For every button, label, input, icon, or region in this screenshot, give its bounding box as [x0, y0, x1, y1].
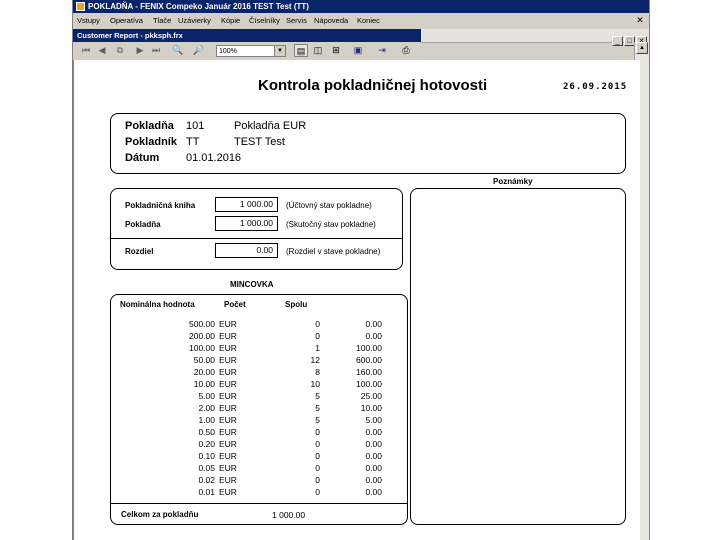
datum-value: 01.01.2016: [186, 152, 242, 164]
menu-ciselniky[interactable]: Číselníky: [249, 16, 280, 25]
rozdiel-value: 0.00: [215, 243, 278, 258]
total-value: 1 000.00: [272, 510, 306, 520]
save-icon[interactable]: ▣: [353, 45, 363, 55]
menu-kopie[interactable]: Kópie: [221, 16, 241, 25]
table-row: 20.00 EUR 8 160.00: [193, 367, 382, 377]
table-row: 10.00 EUR 10 100.00: [193, 379, 382, 389]
pokladnik-label: Pokladník: [125, 136, 177, 148]
multi-pages-icon[interactable]: ⊞: [332, 45, 340, 55]
pokladna-label: Pokladňa: [125, 120, 174, 132]
menu-koniec[interactable]: Koniec: [357, 16, 380, 25]
rozdiel-note: (Rozdiel v stave pokladne): [286, 247, 381, 256]
menu-vstupy[interactable]: Vstupy: [77, 16, 100, 25]
zoom-value: 100%: [219, 48, 237, 55]
app-icon: [76, 2, 85, 11]
menu-napoveda[interactable]: Nápoveda: [314, 16, 349, 25]
scroll-up-icon[interactable]: ▲: [636, 42, 648, 54]
pokladna-balance-value: 1 000.00: [215, 216, 278, 231]
menu-tlace[interactable]: Tlače: [153, 16, 172, 25]
table-row: 0.02 EUR 0 0.00: [198, 475, 382, 485]
app-titlebar: [73, 0, 649, 13]
col-pocet: Počet: [224, 300, 246, 309]
zoom-out-icon[interactable]: 🔎: [193, 45, 205, 55]
poznamky-label: Poznámky: [493, 177, 533, 186]
pokladnik-code: TT: [186, 136, 200, 148]
mincovka-rows: [110, 318, 408, 504]
mincovka-title: MINCOVKA: [230, 280, 274, 289]
minimize-icon[interactable]: _: [612, 36, 623, 46]
report-title: Kontrola pokladničnej hotovosti: [258, 77, 488, 94]
pokladna-code: 101: [186, 120, 205, 132]
report-window-title: Customer Report - pkksph.frx: [77, 31, 183, 40]
table-row: 100.00 EUR 1 100.00: [189, 343, 382, 353]
zoom-in-icon[interactable]: 🔍: [172, 45, 184, 55]
report-page: [74, 60, 640, 540]
table-row: 0.10 EUR 0 0.00: [198, 451, 382, 461]
table-row: 1.00 EUR 5 5.00: [198, 415, 382, 425]
table-row: 50.00 EUR 12 600.00: [193, 355, 382, 365]
table-row: 0.01 EUR 0 0.00: [198, 487, 382, 497]
pokladnik-name: TEST Test: [234, 136, 285, 148]
poznamky-box: [410, 188, 626, 525]
menu-servis[interactable]: Servis: [286, 16, 307, 25]
balance-divider: [111, 238, 402, 239]
report-toolbar: [73, 42, 421, 61]
kniha-label: Pokladničná kniha: [125, 201, 196, 210]
last-page-icon[interactable]: ⏭: [151, 45, 161, 55]
kniha-value: 1 000.00: [215, 197, 278, 212]
two-pages-icon[interactable]: ◫: [313, 45, 323, 55]
next-page-icon[interactable]: ▶: [136, 45, 144, 55]
report-window-titlebar: [73, 29, 421, 42]
print-icon[interactable]: ⎙: [402, 45, 410, 55]
datum-label: Dátum: [125, 152, 160, 164]
window-buttons: [611, 30, 647, 45]
one-page-icon[interactable]: ▤: [294, 44, 308, 57]
first-page-icon[interactable]: ⏮: [81, 45, 91, 55]
table-row: 0.05 EUR 0 0.00: [198, 463, 382, 473]
table-row: 0.50 EUR 0 0.00: [198, 427, 382, 437]
report-date: 26.09.2015: [563, 82, 628, 92]
pages-icon[interactable]: ⧉: [116, 45, 124, 55]
pokladna-balance-label: Pokladňa: [125, 220, 161, 229]
col-spolu: Spolu: [285, 300, 308, 309]
app-title: POKLADŇA - FENIX Compeko Január 2016 TEST Test (TT): [88, 2, 309, 11]
table-row: 2.00 EUR 5 10.00: [198, 403, 382, 413]
prev-page-icon[interactable]: ◀: [98, 45, 106, 55]
menu-bar: [73, 13, 649, 29]
total-label: Celkom za pokladňu: [121, 510, 199, 519]
col-nominal: Nominálna hodnota: [120, 300, 195, 309]
maximize-icon[interactable]: □: [624, 36, 635, 46]
table-row: 500.00 EUR 0 0.00: [189, 319, 382, 329]
kniha-note: (Účtovný stav pokladne): [286, 201, 372, 210]
table-row: 5.00 EUR 5 25.00: [198, 391, 382, 401]
table-row: 0.20 EUR 0 0.00: [198, 439, 382, 449]
rozdiel-label: Rozdiel: [125, 247, 154, 256]
pokladna-balance-note: (Skutočný stav pokladne): [286, 220, 376, 229]
table-row: 200.00 EUR 0 0.00: [189, 331, 382, 341]
total-divider: [111, 503, 407, 504]
menu-operativa[interactable]: Operatíva: [110, 16, 143, 25]
pokladna-name: Pokladňa EUR: [234, 120, 307, 132]
close-icon[interactable]: ✕: [636, 15, 644, 25]
exit-icon[interactable]: ⇥: [378, 45, 386, 55]
zoom-select[interactable]: [216, 45, 286, 57]
report-window-bar: [73, 29, 649, 43]
menu-uzavierky[interactable]: Uzávierky: [178, 16, 211, 25]
chevron-down-icon[interactable]: ▼: [274, 46, 285, 56]
